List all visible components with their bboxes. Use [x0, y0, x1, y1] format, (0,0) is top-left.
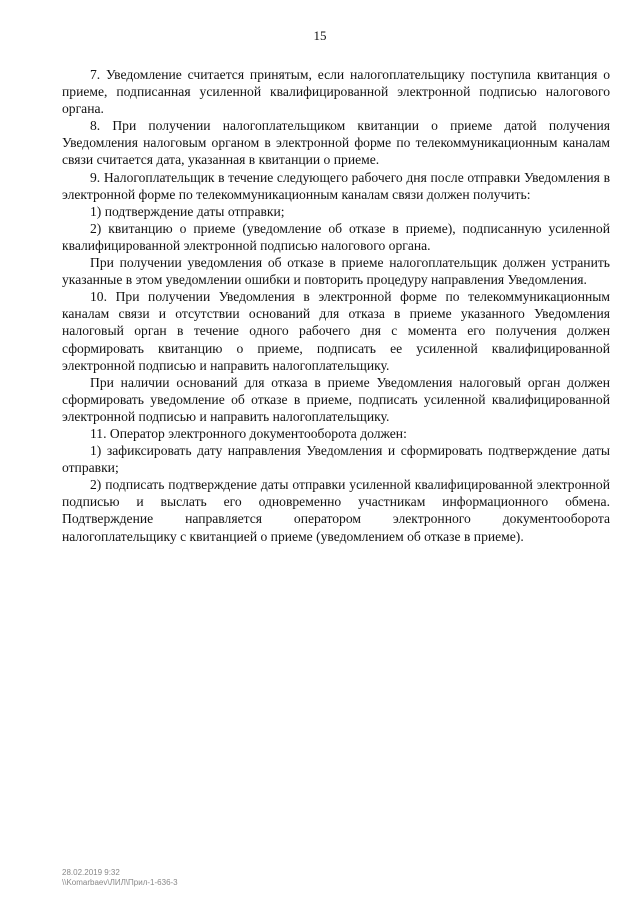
paragraph-11-item-1: 1) зафиксировать дату направления Уведомления и сформировать подтверждение даты отправки;: [62, 443, 610, 476]
paragraph-9: 9. Налогоплательщик в течение следующего рабочего дня после отправки Уведомления в электронной форме по телекоммуникационным каналам связи должен получить:: [62, 169, 610, 202]
paragraph-11: 11. Оператор электронного документооборота должен:: [90, 425, 407, 441]
paragraph-9-rejection: При получении уведомления об отказе в приеме налогоплательщик должен устранить указанные в этом уведомлении ошибки и повторить процедуру направления Уведомления.: [62, 255, 610, 288]
paragraph-11-item-2: 2) подписать подтверждение даты отправки усиленной квалифицированной электронной подписью и выслать его одновременно участникам информационного обмена. Подтверждение направляется оператором электронного документооборота налогоплательщику с квитанцией о приеме (уведомлением об отказе в приеме).: [62, 477, 610, 544]
paragraph-10: 10. При получении Уведомления в электронной форме по телекоммуникационным каналам связи и отсутствии оснований для отказа в приеме указанного Уведомления налоговый орган в течение одного рабочего дня с момента его получения должен сформировать квитанцию о приеме, подписать ее усиленной квалифицированной электронной подписью и направить налогоплательщику.: [62, 289, 610, 373]
footer-timestamp: 28.02.2019 9:32: [62, 868, 120, 877]
paragraph-9-item-2: 2) квитанцию о приеме (уведомление об отказе в приеме), подписанную усиленной квалифицированной электронной подписью налогового органа.: [62, 220, 610, 253]
document-body: [62, 66, 610, 545]
page-number: 15: [313, 28, 327, 43]
footer-file-ref: \\Komarbaev\ЛИЛ\Прил-1-636-3: [62, 878, 178, 887]
footer-stamp: [62, 868, 178, 888]
paragraph-8: 8. При получении налогоплательщиком квитанции о приеме датой получения Уведомления налоговым органом в электронной форме по телекоммуникационным каналам связи считается дата, указанная в квитанции о приеме.: [62, 118, 610, 168]
paragraph-10-rejection: При наличии оснований для отказа в приеме Уведомления налоговый орган должен сформировать уведомление об отказе в приеме, подписать усиленной квалифицированной электронной подписью и направить налогоплательщику.: [62, 374, 610, 424]
paragraph-9-item-1: 1) подтверждение даты отправки;: [90, 203, 285, 219]
paragraph-7: 7. Уведомление считается принятым, если налогоплательщику поступила квитанция о приеме, подписанная усиленной квалифицированной электронной подписью налогового органа.: [62, 67, 610, 117]
